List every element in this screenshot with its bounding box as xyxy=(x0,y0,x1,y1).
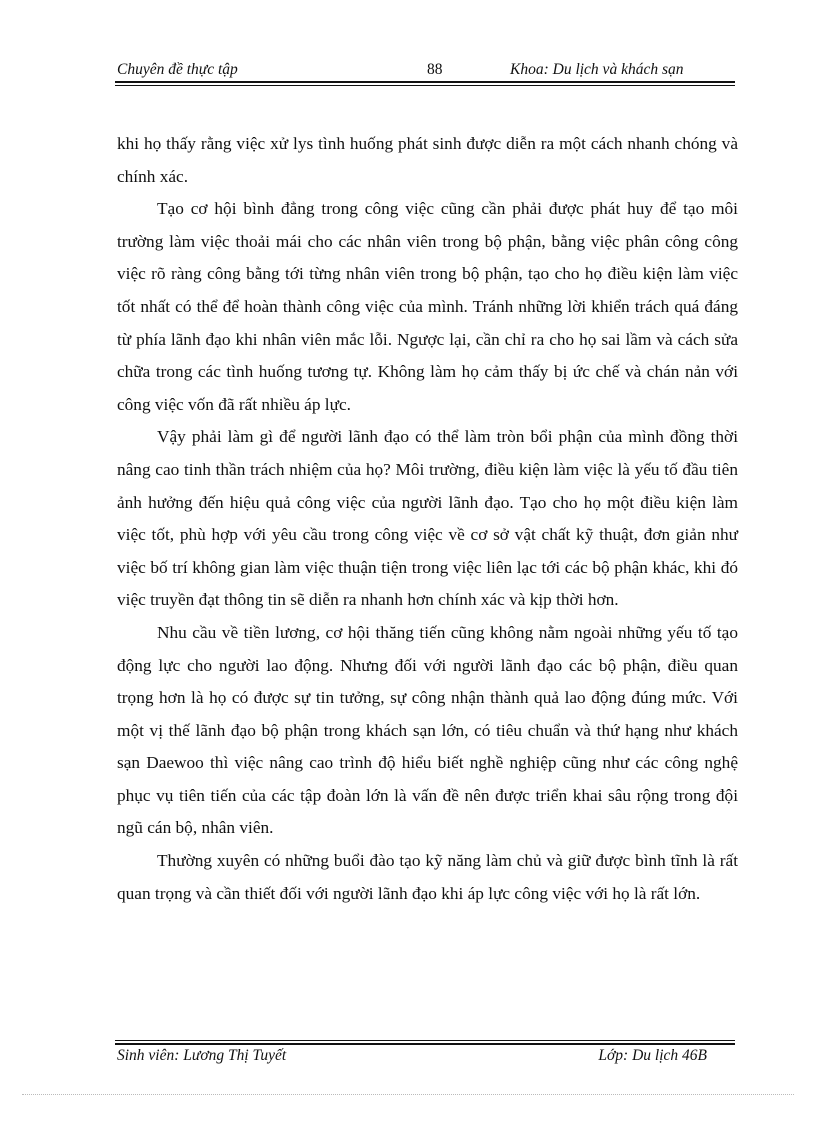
paragraph-equal-opportunity: Tạo cơ hội bình đẳng trong công việc cũng cần phải được phát huy để tạo môi trường làm việc thoải mái cho các nhân viên trong bộ phận, bằng việc phân công công việc rõ ràng công bằng tới từng nhân viên trong bộ phận, tạo cho họ điều kiện làm việc tốt nhất có thể để hoàn thành công việc của mình. Tránh những lời khiển trách quá đáng từ phía lãnh đạo khi nhân viên mắc lỗi. Ngược lại, cần chỉ ra cho họ sai lầm và cách sửa chữa trong các tình huống tương tự. Không làm họ cảm thấy bị ức chế và chán nản với công việc vốn đã rất nhiều áp lực. xyxy=(117,199,738,414)
header-faculty: Khoa: Du lịch và khách sạn xyxy=(510,61,684,78)
paragraph-training: Thường xuyên có những buổi đào tạo kỹ năng làm chủ và giữ được bình tĩnh là rất quan trọng và cần thiết đối với người lãnh đạo khi áp lực công việc với họ là rất lớn. xyxy=(117,851,738,903)
paragraph-continuation: khi họ thấy rằng việc xử lys tình huống phát sinh được diễn ra một cách nhanh chóng và chính xác. xyxy=(117,134,738,186)
page-header xyxy=(115,58,735,80)
header-document-type: Chuyên đề thực tập xyxy=(117,61,238,78)
footer-rule-thin xyxy=(115,1040,735,1041)
footer-rule-thick xyxy=(115,1043,735,1045)
footer-class: Lớp: Du lịch 46B xyxy=(598,1047,707,1064)
paragraph-salary-promotion: Nhu cầu về tiền lương, cơ hội thăng tiến cũng không nằm ngoài những yếu tố tạo động lực cho người lao động. Nhưng đối với người lãnh đạo các bộ phận, điều quan trọng hơn là họ có được sự tin tưởng, sự công nhận thành quả lao động đúng mức. Với một vị thế lãnh đạo bộ phận trong khách sạn lớn, có tiêu chuẩn và thứ hạng như khách sạn Daewoo thì việc nâng cao trình độ hiểu biết nghề nghiệp cũng như các công nghệ phục vụ tiên tiến của các tập đoàn lớn là vấn đề nên được triển khai sâu rộng trong đội ngũ cán bộ, nhân viên. xyxy=(117,622,738,838)
header-rule-thick xyxy=(115,81,735,83)
body-text xyxy=(117,128,738,910)
header-rule-thin xyxy=(115,85,735,86)
page-edge-line xyxy=(22,1094,794,1095)
footer-student-name: Sinh viên: Lương Thị Tuyết xyxy=(117,1047,287,1064)
paragraph-working-environment: Vậy phải làm gì để người lãnh đạo có thể làm tròn bổi phận của mình đồng thời nâng cao tinh thần trách nhiệm của họ? Môi trường, điều kiện làm việc là yếu tố đầu tiên ảnh hưởng đến hiệu quả công việc của người lãnh đạo. Tạo cho họ một điều kiện làm việc tốt, phù hợp với yêu cầu trong công việc về cơ sở vật chất kỹ thuật, đơn giản như việc bố trí không gian làm việc thuận tiện trong việc liên lạc tới các bộ phận khác, khi đó việc truyền đạt thông tin sẽ diễn ra nhanh hơn chính xác và kịp thời hơn. xyxy=(117,427,738,610)
page-number: 88 xyxy=(427,61,443,78)
